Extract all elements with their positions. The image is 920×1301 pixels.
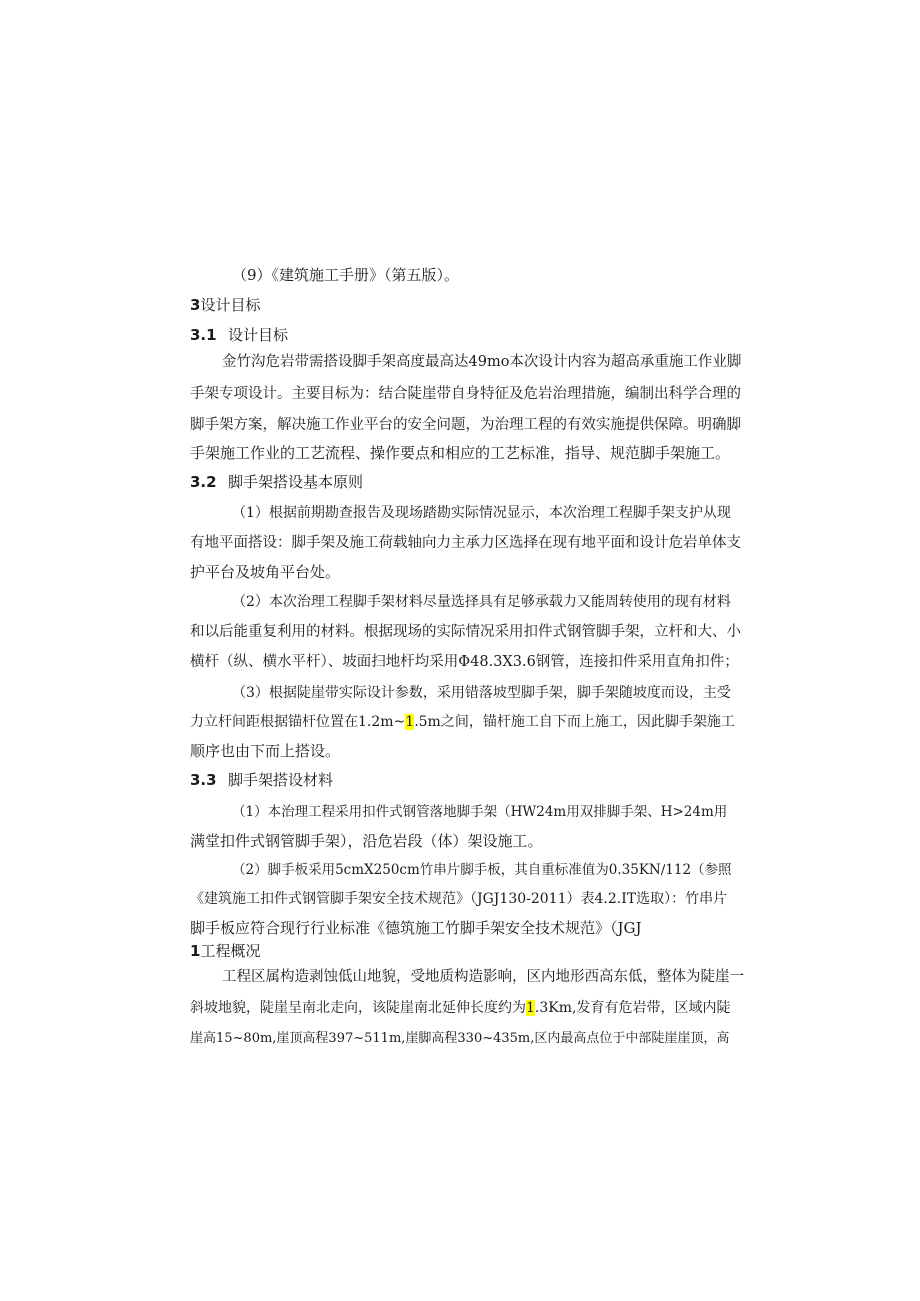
highlighted-text: 1: [526, 1000, 535, 1016]
section-number: 3.2: [190, 473, 217, 491]
paragraph-line: 满堂扣件式钢管脚手架），沿危岩段（体）架设施工。: [190, 832, 543, 850]
section-number: 3.1: [190, 326, 217, 344]
paragraph-line: 手架专项设计。主要目标为：结合陡崖带自身特征及危岩治理措施，编制出科学合理的: [190, 386, 741, 402]
paragraph-line: （1）根据前期勘查报告及现场踏勘实际情况显示，本次治理工程脚手架支护从现: [232, 505, 731, 521]
section-title: 设计目标: [228, 326, 289, 344]
section-title: 脚手架搭设基本原则: [228, 473, 364, 491]
section-3-heading: [190, 295, 260, 315]
paragraph-line-highlighted: [190, 998, 730, 1018]
reference-item-9: （9）《建筑施工手册》（第五版）。: [232, 266, 460, 284]
paragraph-line: （3）根据陡崖带实际设计参数，采用错落坡型脚手架，脚手架随坡度而设，主受: [232, 685, 731, 701]
text-run: .3Km,发育有危岩带，区域内陡: [534, 1000, 731, 1016]
section-3-3-heading: [190, 770, 333, 790]
section-1-heading: [190, 941, 260, 961]
highlighted-text: 1: [405, 714, 415, 730]
section-number: 3: [190, 296, 201, 314]
paragraph-line: 《建筑施工扣件式钢管脚手架安全技术规范》（JGJ130-2011）表4.2.IT选取）：竹串片: [190, 891, 728, 907]
section-3-2-heading: [190, 472, 363, 492]
section-3-1-heading: [190, 325, 288, 345]
paragraph-line: 金竹沟危岩带需搭设脚手架高度最高达49mo本次设计内容为超高承重施工作业脚: [222, 354, 742, 370]
paragraph-line: 脚手架方案，解决施工作业平台的安全问题，为治理工程的有效实施提供保障。明确脚: [190, 417, 741, 433]
paragraph-line: 有地平面搭设：脚手架及施工荷载轴向力主承力区选择在现有地平面和设计危岩单体支: [190, 535, 741, 551]
paragraph-line: 横杆（纵、横水平杆）、坡面扫地杆均采用Φ48.3X3.6钢管，连接扣件采用直角扣件；: [190, 654, 739, 670]
paragraph-line: （2）脚手板采用5cmX250cm竹串片脚手板，其自重标准值为0.35KN∕112（参照: [232, 862, 732, 878]
text-run: .5m之间，锚杆施工自下而上施工，因此脚手架施工: [414, 714, 735, 730]
paragraph-line: （2）本次治理工程脚手架材料尽量选择具有足够承载力又能周转使用的现有材料: [232, 594, 731, 610]
text-run: 力立杆间距根据锚杆位置在1.2m~: [190, 714, 406, 730]
paragraph-line-highlighted: [190, 712, 735, 732]
paragraph-line: 脚手板应符合现行行业标准《德筑施工竹脚手架安全技术规范》（JGJ: [190, 919, 642, 937]
text-run: 斜坡地貌，陡崖呈南北走向，该陡崖南北延伸长度约为: [190, 1000, 526, 1016]
section-number: 1: [190, 942, 201, 960]
paragraph-line: （1）本治理工程采用扣件式钢管落地脚手架（HW24m用双排脚手架、H>24m用: [232, 804, 728, 820]
section-number: 3.3: [190, 771, 217, 789]
paragraph-line: 和以后能重复利用的材料。根据现场的实际情况采用扣件式钢管脚手架，立杆和大、小: [190, 624, 741, 640]
section-title: 设计目标: [200, 296, 261, 314]
paragraph-line: 崖高15~80m,崖顶高程397~511m,崖脚高程330~435m,区内最高点位于中部陡崖崖顶，高: [190, 1031, 730, 1046]
section-title: 工程概况: [200, 942, 261, 960]
paragraph-line: 工程区属构造剥蚀低山地貌，受地质构造影响，区内地形西高东低，整体为陡崖一: [222, 969, 744, 985]
paragraph-line: 顺序也由下而上搭设。: [190, 742, 341, 760]
paragraph-line: 护平台及坡角平台处。: [190, 563, 341, 581]
section-title: 脚手架搭设材料: [228, 771, 334, 789]
paragraph-line: 手架施工作业的工艺流程、操作要点和相应的工艺标准，指导、规范脚手架施工。: [190, 444, 731, 462]
